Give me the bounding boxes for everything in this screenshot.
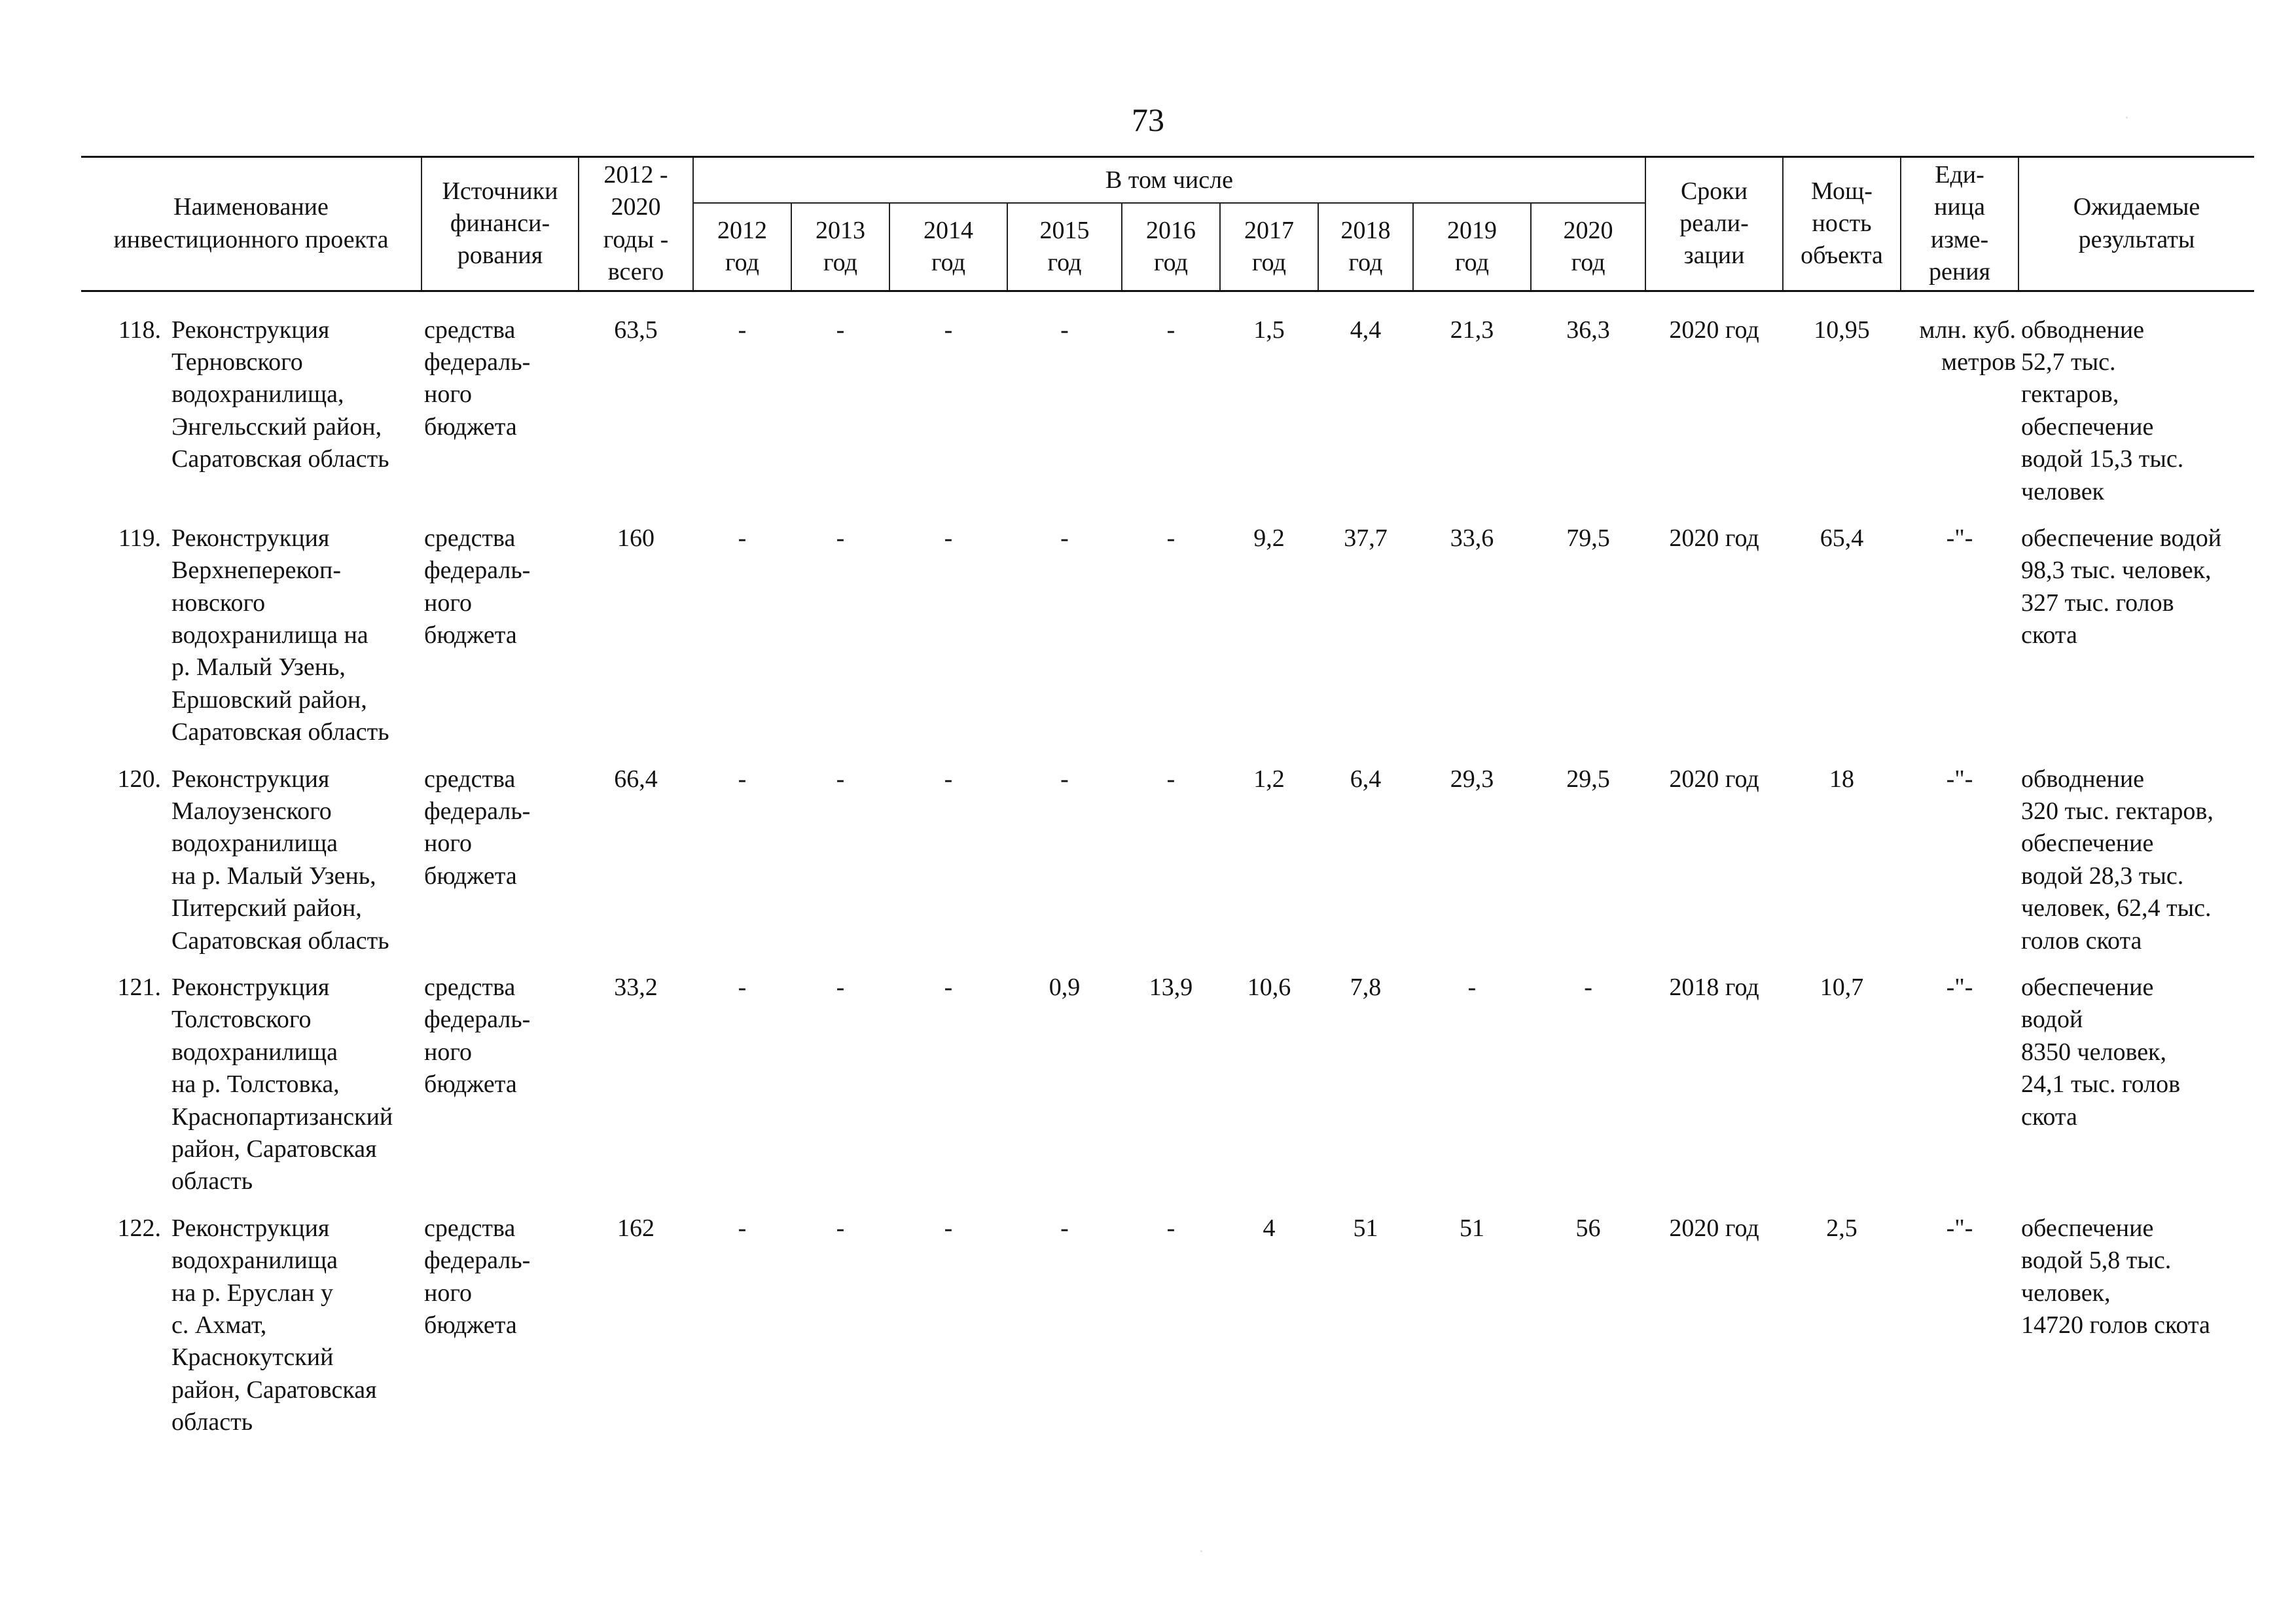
project-name: Реконструкция Верхнеперекоп- новского водохранилища на р. Малый Узень, Ершовский район, Саратовская область [171,524,389,746]
row-index: 119. [118,524,161,552]
header-total: 2012 - 2020 годы - всего [579,157,693,291]
results-cell: обводнение 52,7 тыс. гектаров, обеспечение водой 15,3 тыс. человек [2021,316,2184,505]
year-2015-cell: - [1060,316,1069,344]
term-cell: 2020 год [1669,1214,1759,1242]
year-2013-cell: - [836,973,845,1001]
project-name-cell [81,314,422,522]
year-2013-cell: - [836,316,845,344]
year-2012-cell: - [738,524,747,552]
year-2020-cell: 36,3 [1566,316,1610,344]
total-cell: 66,4 [614,765,658,793]
year-2018-cell: 4,4 [1350,316,1382,344]
page-number: 73 [1132,101,1164,138]
year-2020-cell: 79,5 [1566,524,1610,552]
project-name-cell [81,1213,422,1453]
unit-cell: -"- [1946,973,1973,1001]
year-2017-cell: 10,6 [1247,973,1291,1001]
total-cell: 33,2 [614,973,658,1001]
results-cell: обводнение 320 тыс. гектаров, обеспечение водой 28,3 тыс. человек, 62,4 тыс. голов скота [2021,765,2214,955]
year-2012-cell: - [738,316,747,344]
table-body [81,291,2254,1453]
year-2012-cell: - [738,973,747,1001]
project-name: Реконструкция Толстовского водохранилища на р. Толстовка, Краснопартизанский район, Саратовская область [171,973,393,1195]
year-2020-cell: 56 [1575,1214,1601,1242]
header-year-2019: 2019 год [1413,203,1531,291]
unit-cell: -"- [1946,524,1973,552]
year-2016-cell: - [1166,524,1175,552]
results-cell: обеспечение водой 5,8 тыс. человек, 14720 голов скота [2021,1214,2210,1339]
funding-source-cell: средства федераль- ного бюджета [424,524,531,649]
year-2015-cell: - [1060,524,1069,552]
project-name: Реконструкция Малоузенского водохранилища на р. Малый Узень, Питерский район, Саратовская область [171,765,389,955]
funding-source-cell: средства федераль- ного бюджета [424,316,531,441]
term-cell: 2020 год [1669,524,1759,552]
table-header [81,157,2254,291]
year-2018-cell: 6,4 [1350,765,1382,793]
year-2013-cell: - [836,765,845,793]
year-2015-cell: - [1060,765,1069,793]
year-2019-cell: 51 [1460,1214,1484,1242]
row-index: 122. [117,1214,161,1242]
year-2017-cell: 1,2 [1253,765,1285,793]
unit-cell: -"- [1946,765,1973,793]
year-2018-cell: 51 [1353,1214,1378,1242]
unit-cell: млн. куб. метров [1919,316,2017,376]
capacity-cell: 18 [1829,765,1855,793]
term-cell: 2020 год [1669,765,1759,793]
term-cell: 2020 год [1669,316,1759,344]
table-row [81,972,2254,1213]
results-cell: обеспечение водой 98,3 тыс. человек, 327 тыс. голов скота [2021,524,2222,649]
year-2018-cell: 7,8 [1350,973,1382,1001]
header-year-2015: 2015 год [1007,203,1122,291]
header-terms: Сроки реали- зации [1645,157,1783,291]
year-2015-cell: 0,9 [1049,973,1081,1001]
row-index: 120. [117,765,161,793]
year-2016-cell: - [1166,765,1175,793]
funding-source-cell: средства федераль- ного бюджета [424,1214,531,1339]
year-2016-cell: 13,9 [1149,973,1193,1001]
header-sources: Источники финанси- рования [422,157,579,291]
scan-speck [1200,1550,1202,1552]
year-2014-cell: - [944,1214,953,1242]
year-2012-cell: - [738,765,747,793]
table-row [81,1213,2254,1453]
funding-source-cell: средства федераль- ного бюджета [424,973,531,1099]
term-cell: 2018 год [1669,973,1759,1001]
year-2018-cell: 37,7 [1344,524,1388,552]
project-name: Реконструкция Терновского водохранилища, Энгельсский район, Саратовская область [171,316,389,473]
header-year-2012: 2012 год [693,203,791,291]
year-2020-cell: - [1584,973,1592,1001]
year-2016-cell: - [1166,316,1175,344]
header-year-2013: 2013 год [791,203,889,291]
year-2019-cell: 21,3 [1450,316,1494,344]
header-year-2017: 2017 год [1220,203,1318,291]
header-name: Наименование инвестиционного проекта [81,157,422,291]
year-2015-cell: - [1060,1214,1069,1242]
capacity-cell: 10,7 [1820,973,1864,1001]
project-name-cell [81,972,422,1213]
total-cell: 160 [617,524,655,552]
year-2014-cell: - [944,316,953,344]
year-2014-cell: - [944,973,953,1001]
table-row [81,522,2254,763]
year-2016-cell: - [1166,1214,1175,1242]
year-2019-cell: 33,6 [1450,524,1494,552]
year-2020-cell: 29,5 [1566,765,1610,793]
capacity-cell: 2,5 [1826,1214,1857,1242]
funding-source-cell: средства федераль- ного бюджета [424,765,531,890]
header-results: Ожидаемые результаты [2018,157,2254,291]
year-2017-cell: 4 [1263,1214,1276,1242]
year-2019-cell: 29,3 [1450,765,1494,793]
row-index: 118. [118,316,161,344]
total-cell: 63,5 [614,316,658,344]
capacity-cell: 10,95 [1814,316,1870,344]
year-2013-cell: - [836,1214,845,1242]
year-2014-cell: - [944,765,953,793]
scan-speck [2126,117,2128,119]
header-year-2014: 2014 год [889,203,1007,291]
project-name: Реконструкция водохранилища на р. Еруслан у с. Ахмат, Краснокутский район, Саратовская область [171,1214,377,1436]
header-unit: Еди- ница изме- рения [1901,157,2018,291]
year-2017-cell: 9,2 [1253,524,1285,552]
table-row [81,314,2254,522]
year-2013-cell: - [836,524,845,552]
header-year-2018: 2018 год [1318,203,1413,291]
project-name-cell [81,522,422,763]
total-cell: 162 [617,1214,655,1242]
header-including: В том числе [693,157,1645,204]
year-2019-cell: - [1467,973,1477,1001]
header-year-2016: 2016 год [1122,203,1220,291]
header-year-2020: 2020 год [1531,203,1645,291]
capacity-cell: 65,4 [1820,524,1864,552]
row-index: 121. [117,973,161,1001]
unit-cell: -"- [1946,1214,1973,1242]
investment-projects-table [81,156,2254,1453]
header-capacity: Мощ- ность объекта [1783,157,1901,291]
project-name-cell [81,763,422,972]
year-2014-cell: - [944,524,953,552]
table-row [81,763,2254,972]
year-2017-cell: 1,5 [1253,316,1285,344]
results-cell: обеспечение водой 8350 человек, 24,1 тыс. голов скота [2021,973,2181,1131]
year-2012-cell: - [738,1214,747,1242]
